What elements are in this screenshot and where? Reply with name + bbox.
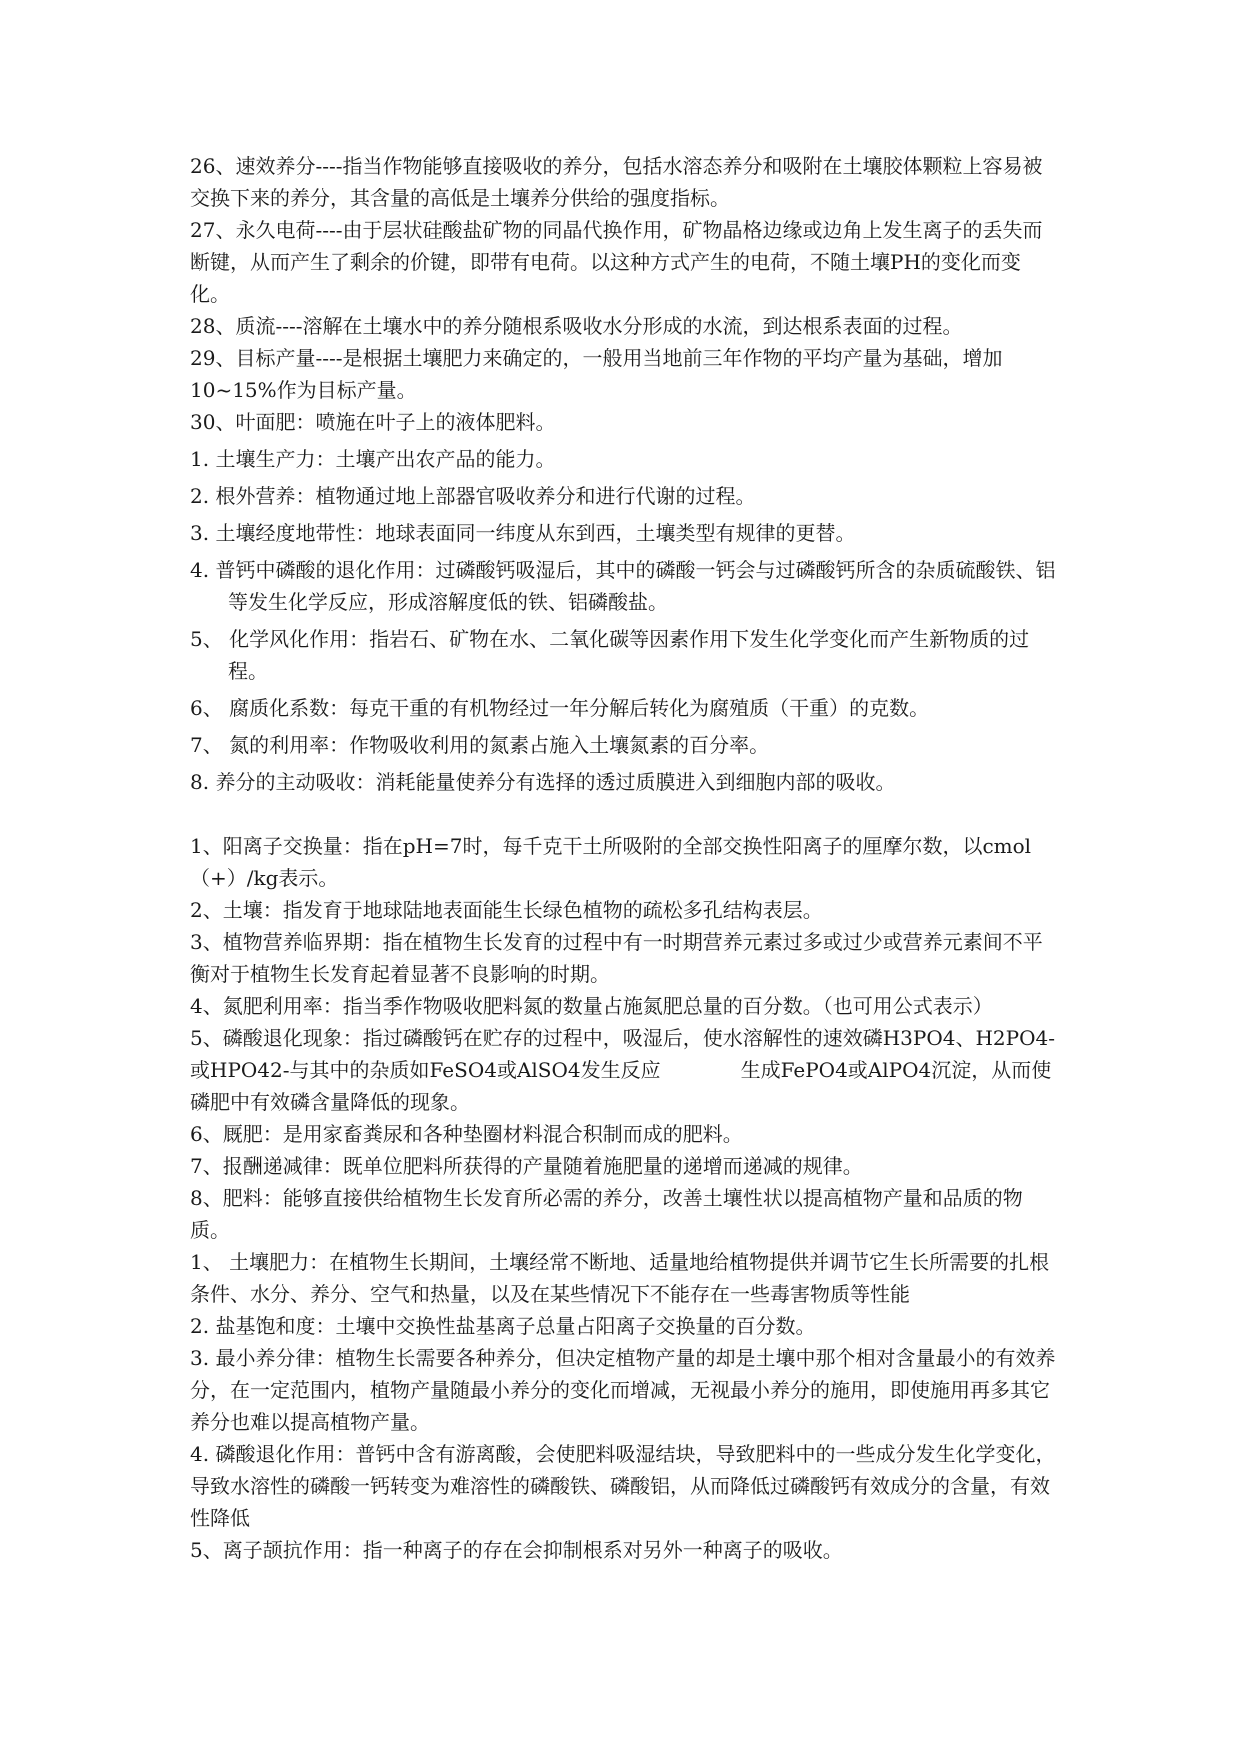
paragraph-c11: 3. 最小养分律：植物生长需要各种养分，但决定植物产量的却是土壤中那个相对含量最小的有效养分，在一定范围内，植物产量随最小养分的变化而增减，无视最小养分的施用，即使施用再多其它养分也难以提高植物产量。 — [190, 1346, 1056, 1434]
paragraph-b8: 8. 养分的主动吸收：消耗能量使养分有选择的透过质膜进入到细胞内部的吸收。 — [190, 770, 896, 794]
paragraph-a1: 26、速效养分----指当作物能够直接吸收的养分，包括水溶态养分和吸附在土壤胶体颗粒上容易被交换下来的养分，其含量的高低是土壤养分供给的强度指标。 — [190, 154, 1043, 210]
paragraph-c9: 1、 土壤肥力：在植物生长期间，土壤经常不断地、适量地给植物提供并调节它生长所需要的扎根条件、水分、养分、空气和热量，以及在某些情况下不能存在一些毒害物质等性能 — [190, 1250, 1050, 1306]
paragraph-b7: 7、 氮的利用率：作物吸收利用的氮素占施入土壤氮素的百分率。 — [190, 733, 770, 757]
paragraph-c12: 4. 磷酸退化作用：普钙中含有游离酸，会使肥料吸湿结块，导致肥料中的一些成分发生化学变化，导致水溶性的磷酸一钙转变为难溶性的磷酸铁、磷酸铝，从而降低过磷酸钙有效成分的含量，有效性降低 — [190, 1442, 1056, 1530]
paragraph-c3: 3、植物营养临界期：指在植物生长发育的过程中有一时期营养元素过多或过少或营养元素间不平衡对于植物生长发育起着显著不良影响的时期。 — [190, 930, 1043, 986]
paragraph-b1: 1. 土壤生产力：土壤产出农产品的能力。 — [190, 447, 556, 471]
paragraph-b5: 5、 化学风化作用：指岩石、矿物在水、二氧化碳等因素作用下发生化学变化而产生新物质的过程。 — [190, 627, 1030, 683]
paragraph-c4: 4、氮肥利用率：指当季作物吸收肥料氮的数量占施氮肥总量的百分数。（也可用公式表示） — [190, 994, 993, 1018]
paragraph-c5: 5、磷酸退化现象：指过磷酸钙在贮存的过程中，吸湿后，使水溶解性的速效磷H3PO4、H2PO4-或HPO42-与其中的杂质如FeSO4或AlSO4发生反应 生成FePO4或AlPO4沉淀，从而使磷肥中有效磷含量降低的现象。 — [190, 1026, 1055, 1114]
paragraph-c7: 7、报酬递减律：既单位肥料所获得的产量随着施肥量的递增而递减的规律。 — [190, 1154, 863, 1178]
paragraph-c1: 1、阳离子交换量：指在pH=7时，每千克干土所吸附的全部交换性阳离子的厘摩尔数，以cmol（+）/kg表示。 — [190, 834, 1032, 890]
paragraph-c2: 2、土壤：指发育于地球陆地表面能生长绿色植物的疏松多孔结构表层。 — [190, 898, 823, 922]
section-spacer — [190, 798, 1060, 830]
paragraph-a2: 27、永久电荷----由于层状硅酸盐矿物的同晶代换作用，矿物晶格边缘或边角上发生离子的丢失而断键，从而产生了剩余的价键，即带有电荷。以这种方式产生的电荷，不随土壤PH的变化而变化。 — [190, 218, 1043, 306]
paragraph-c6: 6、厩肥：是用家畜粪尿和各种垫圈材料混合积制而成的肥料。 — [190, 1122, 743, 1146]
paragraph-a4: 29、目标产量----是根据土壤肥力来确定的，一般用当地前三年作物的平均产量为基础，增加10~15%作为目标产量。 — [190, 346, 1003, 402]
paragraph-b2: 2. 根外营养：植物通过地上部器官吸收养分和进行代谢的过程。 — [190, 484, 756, 508]
paragraph-c10: 2. 盐基饱和度：土壤中交换性盐基离子总量占阳离子交换量的百分数。 — [190, 1314, 816, 1338]
paragraph-a3: 28、质流----溶解在土壤水中的养分随根系吸收水分形成的水流，到达根系表面的过程。 — [190, 314, 963, 338]
paragraph-a5: 30、叶面肥：喷施在叶子上的液体肥料。 — [190, 410, 556, 434]
paragraph-b3: 3. 土壤经度地带性：地球表面同一纬度从东到西，土壤类型有规律的更替。 — [190, 521, 856, 545]
document-body — [190, 150, 1060, 1566]
paragraph-b6: 6、 腐质化系数：每克干重的有机物经过一年分解后转化为腐殖质（干重）的克数。 — [190, 696, 930, 720]
paragraph-b4: 4. 普钙中磷酸的退化作用：过磷酸钙吸湿后，其中的磷酸一钙会与过磷酸钙所含的杂质硫酸铁、铝等发生化学反应，形成溶解度低的铁、铝磷酸盐。 — [190, 558, 1056, 614]
paragraph-c13: 5、离子颉抗作用：指一种离子的存在会抑制根系对另外一种离子的吸收。 — [190, 1538, 843, 1562]
paragraph-c8: 8、肥料：能够直接供给植物生长发育所必需的养分，改善土壤性状以提高植物产量和品质的物质。 — [190, 1186, 1023, 1242]
